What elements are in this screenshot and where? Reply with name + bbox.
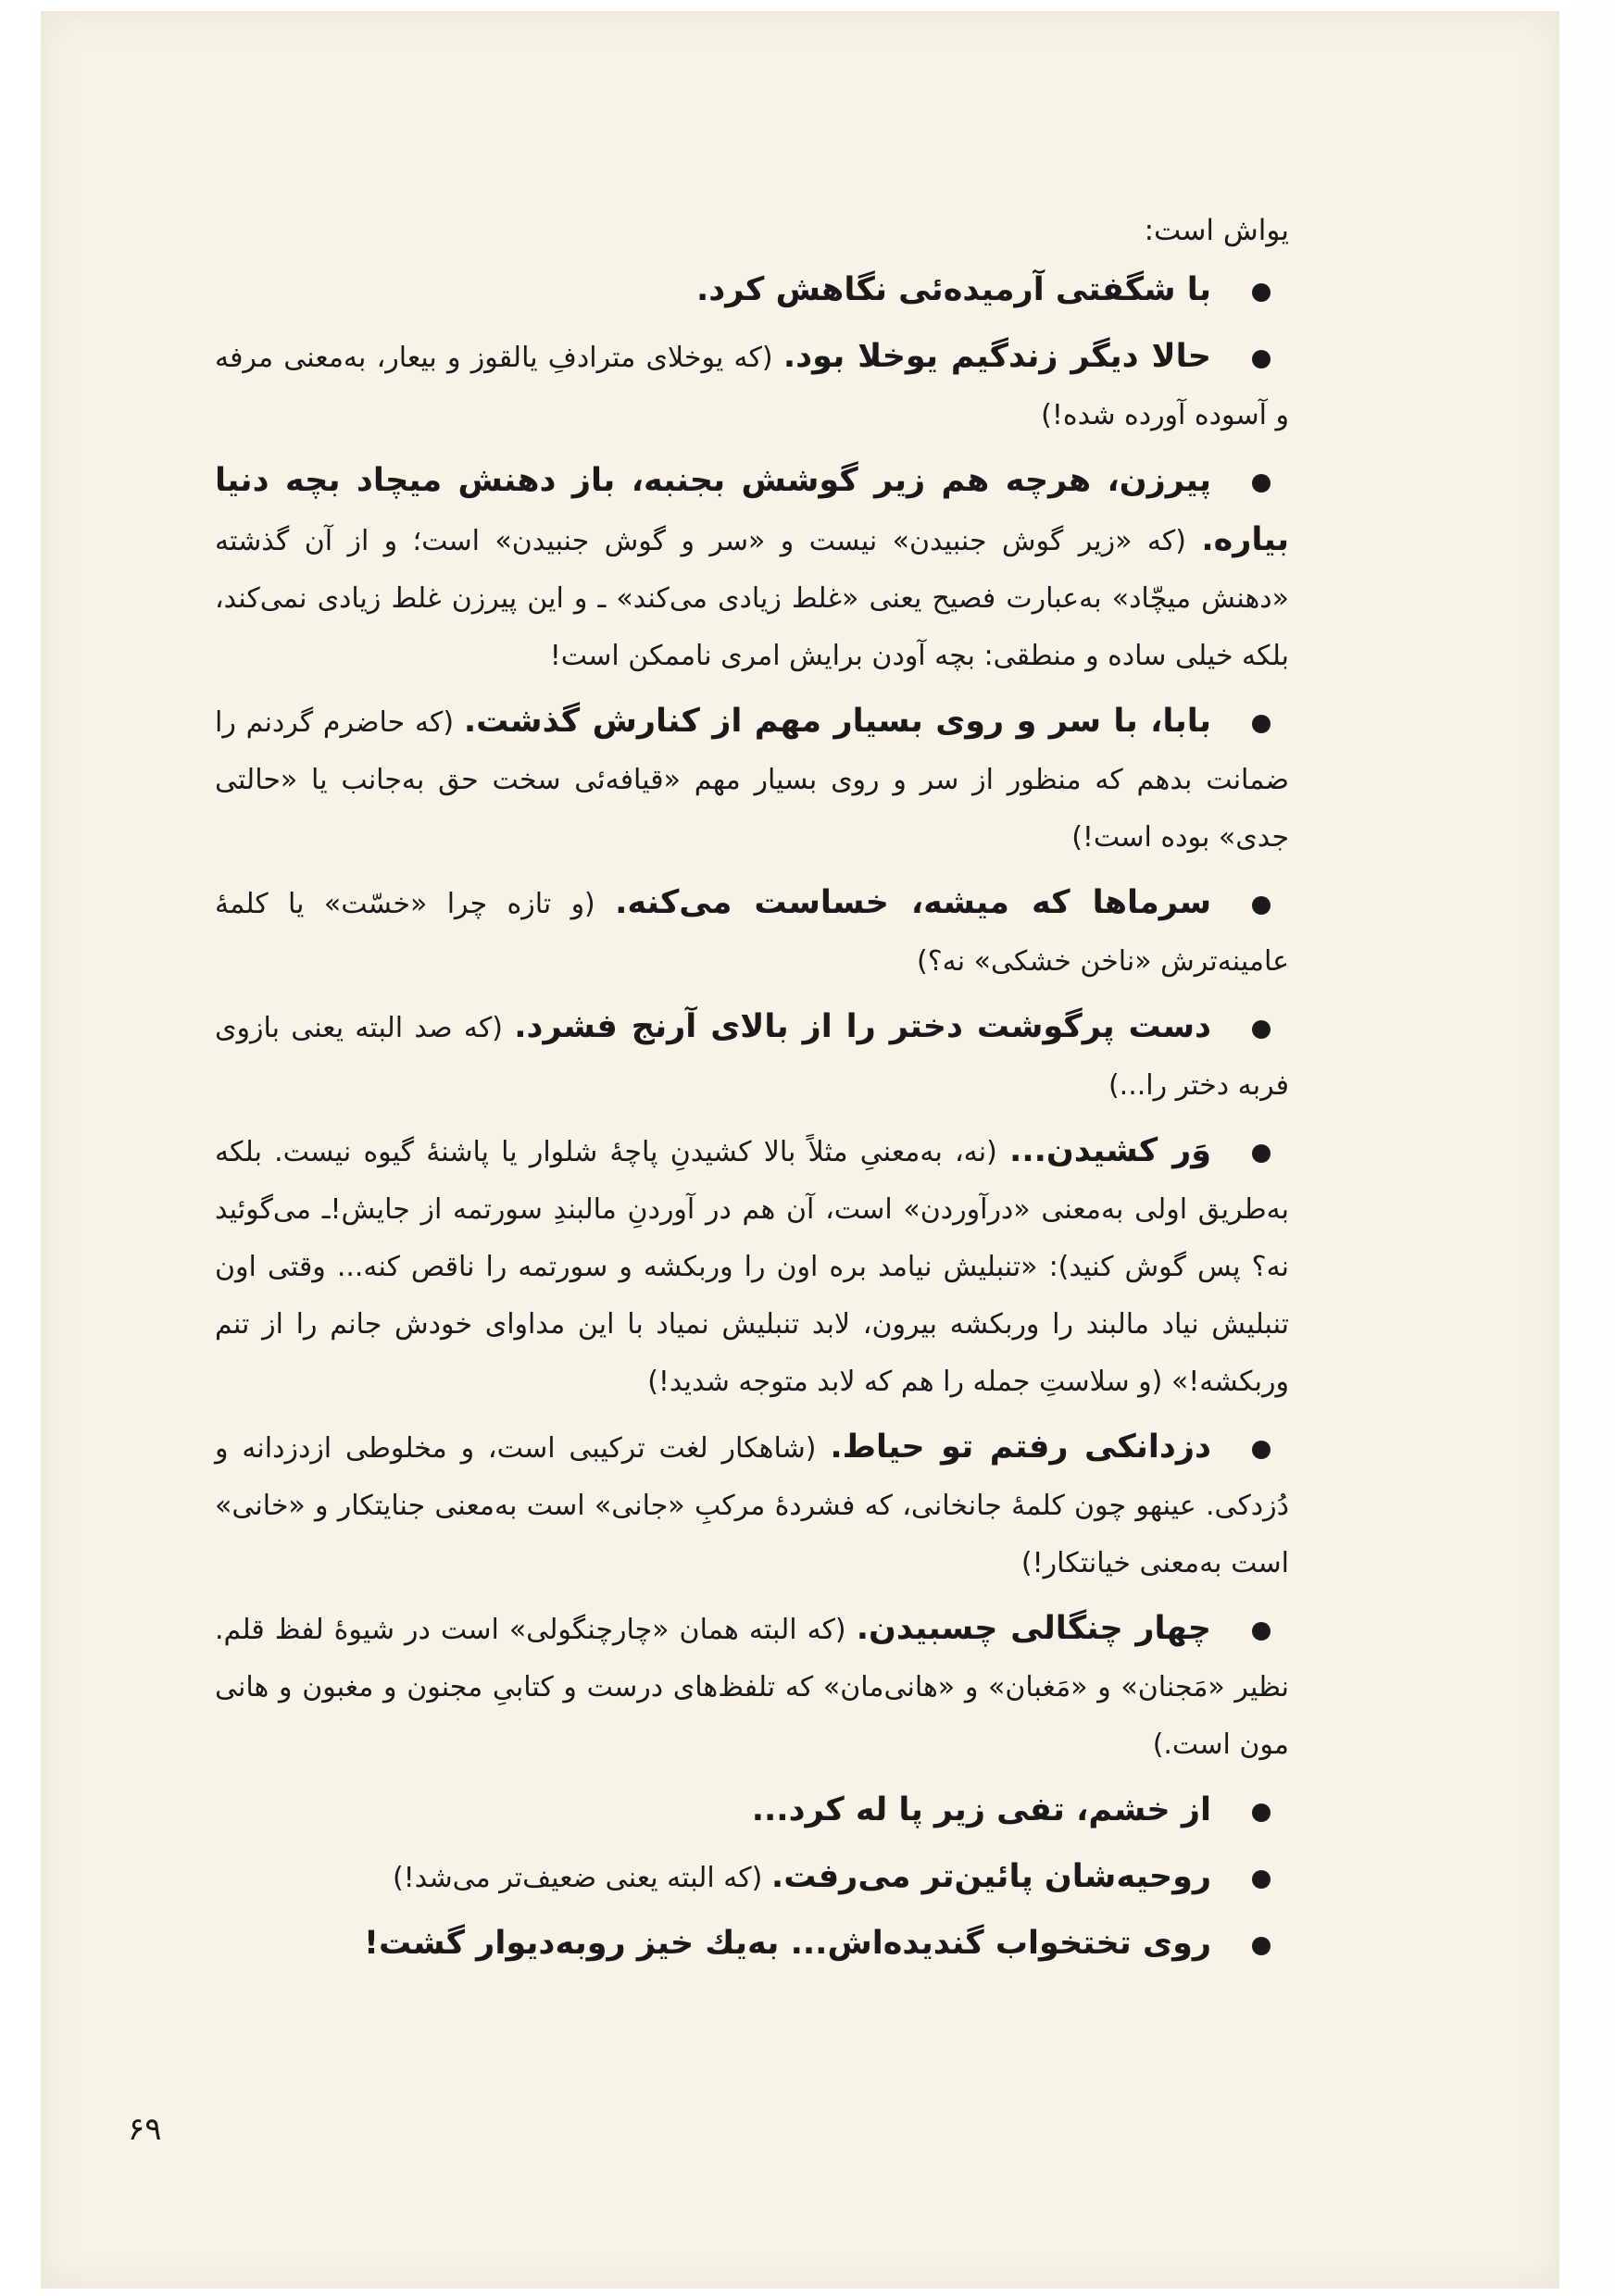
entry-4 [215, 693, 1289, 867]
intro-line: يواش است: [1144, 214, 1289, 247]
entry-7 [215, 1122, 1289, 1411]
entry-phrase: وَر کشیدن... [1009, 1132, 1212, 1169]
entry-8 [215, 1418, 1289, 1592]
entry-phrase: دزدانکی رفتم تو حیاط. [830, 1429, 1211, 1466]
scan-margin [1571, 0, 1615, 2296]
page-number: ۶۹ [128, 2111, 162, 2148]
entry-phrase: با شگفتی آرمیده‌ئی نگاهش کرد. [696, 271, 1211, 308]
entry-gloss: (که «زیر گوش جنبیدن» نیست و «سر و گوش جنبیدن» است؛ و از آن گذشته «دهنش میچّاد» به‌عبارت فصیح یعنی «غلط زیادی می‌کند» ـ و این پیرزن غلط زیادی نمی‌کند، بلکه خیلی ساده و منطقی: بچه آودن برایش امری ناممکن است! [215, 525, 1289, 672]
bullet-icon [1252, 1803, 1271, 1822]
entry-phrase: دست پرگوشت دختر را از بالای آرنج فشرد. [514, 1008, 1211, 1045]
bullet-icon [1252, 1622, 1271, 1641]
bullet-icon [1252, 1144, 1271, 1163]
entry-1 [215, 261, 1289, 320]
entry-gloss: (نه، به‌معنیِ مثلاً بالا کشیدنِ پاچهٔ شلوار یا پاشنهٔ گیوه نیست. بلکه به‌طریق اولی به‌معنی «درآوردن» است، آن هم در آوردنِ مالبندِ سورتمه از جایش!ـ می‌گوئید نه؟ پس گوش کنید): «تنبلیش نیامد بره اون را وربکشه و سورتمه را ناقص کنه... وقتی اون تنبلیش نیاد مالبند را وربکشه بیرون، لابد تنبلیش نمیاد با این مداوای خودش جانم را از تنم وربکشه!» (و سلاستِ جمله را هم که لابد متوجه شدید!) [215, 1136, 1289, 1398]
entry-gloss: (و تازه چرا «خسّت» یا کلمهٔ عامینه‌ترش «ناخن خشکی» نه؟) [215, 888, 1289, 978]
entry-11 [215, 1848, 1289, 1907]
entry-5 [215, 874, 1289, 991]
bullet-icon [1252, 1937, 1271, 1955]
bullet-icon [1252, 896, 1271, 915]
bullet-icon [1252, 1441, 1271, 1459]
entry-gloss: (که یوخلای مترادفِ یالقوز و بیعار، به‌معنی مرفه و آسوده آورده شده!) [215, 342, 1289, 431]
entry-phrase: چهار چنگالی چسبیدن. [856, 1610, 1211, 1647]
bullet-icon [1252, 1870, 1271, 1889]
entry-gloss: (که البته یعنی ضعیف‌تر می‌شد!) [392, 1862, 763, 1894]
entry-phrase: سرماها که میشه، خساست می‌کنه. [615, 884, 1211, 921]
entry-12 [215, 1915, 1289, 1974]
entry-9 [215, 1600, 1289, 1774]
bullet-icon [1252, 474, 1271, 493]
entry-phrase: از خشم، تفی زیر پا له کرد... [751, 1791, 1211, 1828]
entry-phrase: بابا، با سر و روی بسیار مهم از کنارش گذشت. [463, 703, 1211, 740]
bullet-icon [1252, 715, 1271, 733]
bullet-icon [1252, 350, 1271, 368]
page-body [215, 202, 1289, 1981]
bullet-icon [1252, 1020, 1271, 1039]
entry-gloss: (شاهکار لغت ترکیبی است، و مخلوطی ازدزدانه و دُزدکی. عینهو چون کلمهٔ جانخانی، که فشردهٔ مرکبِ «جانی» است به‌معنی جنایتکار و «خانی» است به‌معنی خیانتکار!) [215, 1432, 1289, 1579]
entry-6 [215, 998, 1289, 1115]
entry-10 [215, 1781, 1289, 1841]
entry-gloss: (که حاضرم گردنم را ضمانت بدهم که منظور از سر و روی بسیار مهم «قیافه‌ئی سخت حق به‌جانب یا «حالتی جدی» بوده است!) [215, 706, 1289, 854]
entry-2 [215, 328, 1289, 444]
entry-phrase: روحیه‌شان پائین‌تر می‌رفت. [770, 1858, 1211, 1895]
entry-phrase: روی تختخواب گندیده‌اش... به‌یك خیز روبه‌دیوار گشت! [364, 1925, 1211, 1962]
entry-gloss: (که صد البته یعنی بازوی فربه دختر را...) [215, 1012, 1289, 1102]
bullet-icon [1252, 283, 1271, 302]
entry-gloss: (که البته همان «چارچنگولی» است در شیوهٔ لفظ قلم. نظیر «مَجنان» و «مَغبان» و «هانی‌مان» که تلفظ‌های درست و کتابیِ مجنون و مغبون و هانی مون است.) [215, 1614, 1289, 1761]
entry-phrase: پیرزن، هرچه هم زیر گوشش بجنبه، باز دهنش میچاد بچه دنیا بیاره. [215, 462, 1289, 558]
entry-phrase: حالا دیگر زندگیم یوخلا بود. [782, 338, 1211, 375]
entry-3 [215, 452, 1289, 685]
